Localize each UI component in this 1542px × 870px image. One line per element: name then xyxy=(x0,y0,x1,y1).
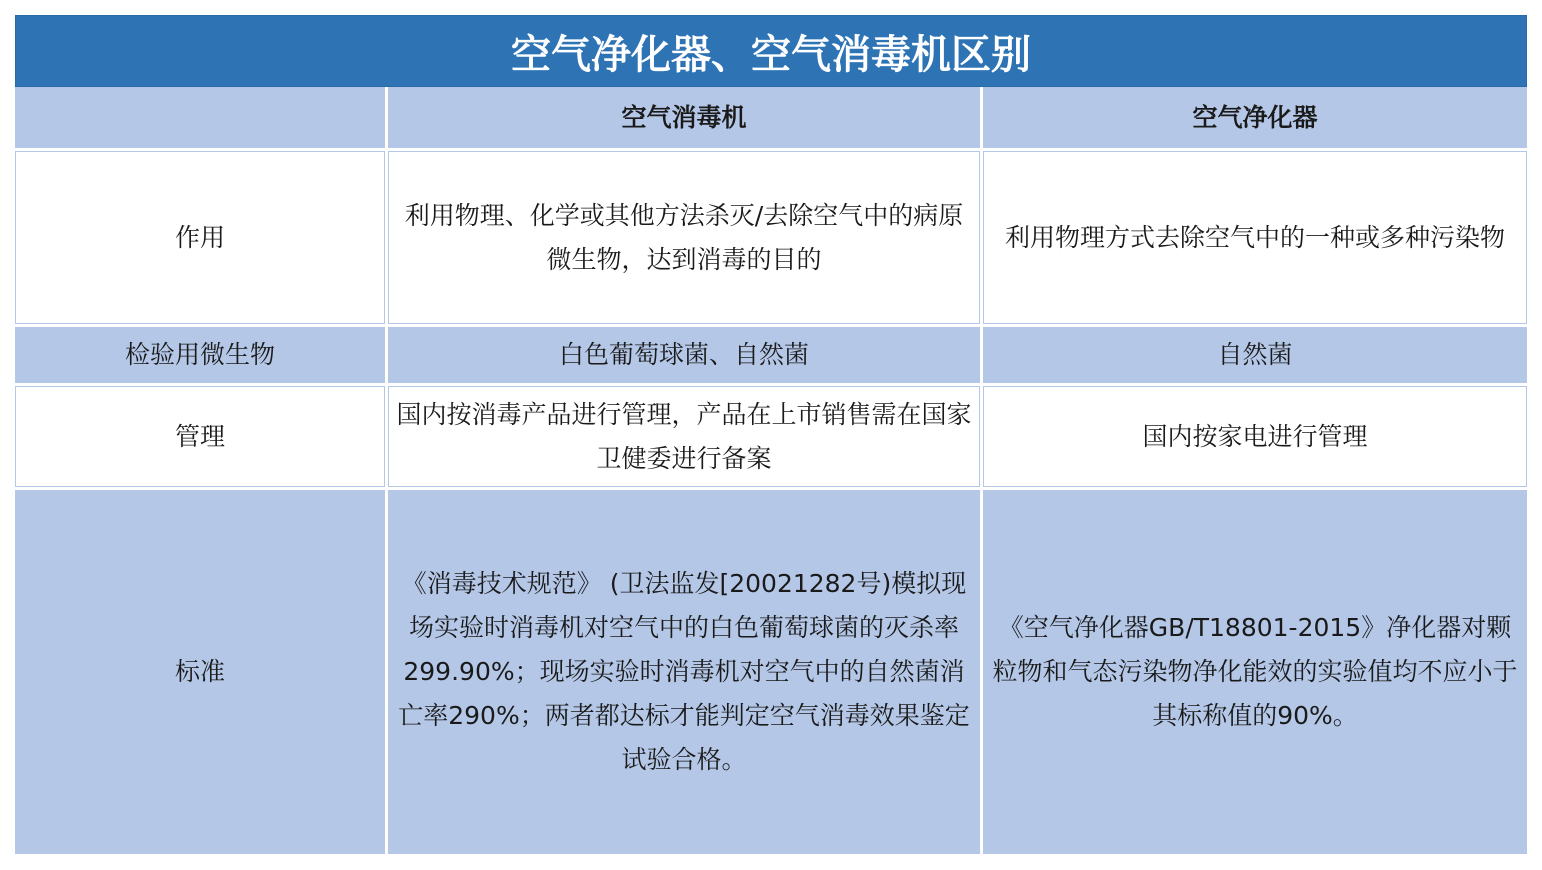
purifier-cell xyxy=(983,327,1527,383)
table-row xyxy=(15,151,1527,324)
row-label: 管理 xyxy=(174,421,225,451)
disinfector-value: 利用物理、化学或其他方法杀灭/去除空气中的病原微生物，达到消毒的目的 xyxy=(404,200,964,274)
column-header-disinfector-label: 空气消毒机 xyxy=(621,102,747,132)
table-row xyxy=(15,327,1527,383)
row-label-cell xyxy=(15,327,385,383)
header-corner-cell xyxy=(15,87,385,148)
disinfector-cell xyxy=(388,327,980,383)
row-label-cell xyxy=(15,151,385,324)
purifier-cell xyxy=(983,386,1527,487)
purifier-cell xyxy=(983,151,1527,324)
sheet-title: 空气净化器、空气消毒机区别 xyxy=(15,15,1527,87)
row-label: 作用 xyxy=(174,222,225,252)
disinfector-value: 白色葡萄球菌、自然菌 xyxy=(558,340,809,369)
comparison-table xyxy=(12,84,1530,857)
column-header-purifier xyxy=(983,87,1527,148)
purifier-value: 自然菌 xyxy=(1217,340,1293,369)
column-header-disinfector xyxy=(388,87,980,148)
disinfector-cell xyxy=(388,151,980,324)
purifier-value: 利用物理方式去除空气中的一种或多种污染物 xyxy=(1004,222,1505,252)
header-row xyxy=(15,87,1527,148)
column-header-purifier-label: 空气净化器 xyxy=(1192,102,1318,132)
row-label-cell xyxy=(15,490,385,854)
table-row xyxy=(15,386,1527,487)
row-label-cell xyxy=(15,386,385,487)
purifier-cell xyxy=(983,490,1527,854)
disinfector-value: 国内按消毒产品进行管理，产品在上市销售需在国家卫健委进行备案 xyxy=(396,399,972,473)
row-label: 标准 xyxy=(174,657,225,686)
disinfector-cell xyxy=(388,386,980,487)
table-row xyxy=(15,490,1527,854)
comparison-sheet xyxy=(15,15,1527,857)
purifier-value: 国内按家电进行管理 xyxy=(1142,421,1368,451)
purifier-value: 《空气净化器GB/T18801-2015》净化器对颗粒物和气态污染物净化能效的实验值均不应小于其标称值的90%。 xyxy=(992,613,1518,730)
disinfector-cell xyxy=(388,490,980,854)
row-label: 检验用微生物 xyxy=(124,340,275,369)
disinfector-value: 《消毒技术规范》 (卫法监发[20021282号)模拟现场实验时消毒机对空气中的白色葡萄球菌的灭杀率299.90%；现场实验时消毒机对空气中的自然菌消亡率290%；两者都达标才能判定空气消毒效果鉴定试验合格。 xyxy=(398,569,970,774)
